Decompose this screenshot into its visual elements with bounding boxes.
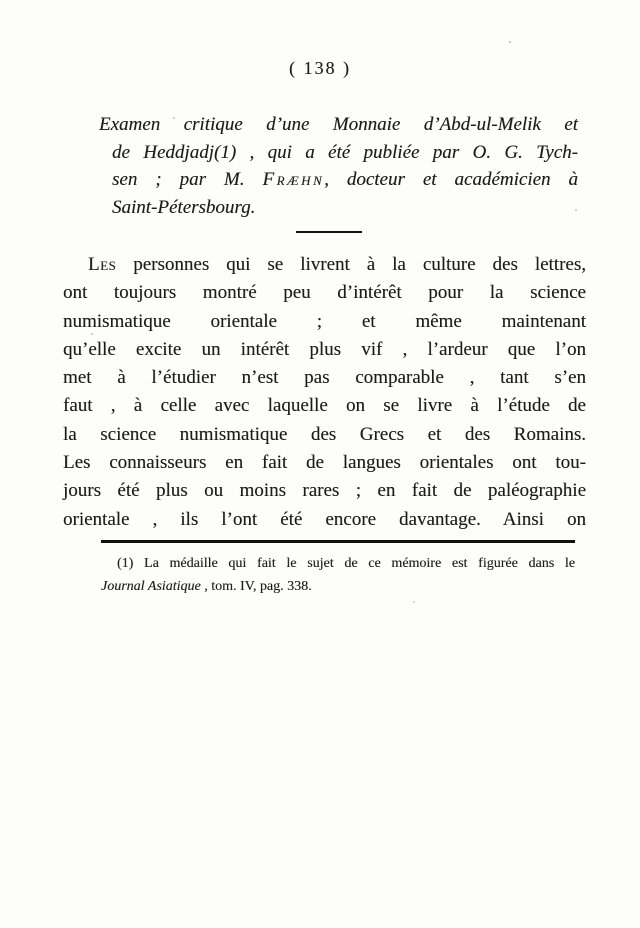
body-line-6: faut , à celle avec laquelle on se livre à l’étude de — [63, 395, 586, 417]
body-line-8: Les connaisseurs en fait de langues orientales ont tou- — [63, 452, 586, 474]
footnote-line-2-rest: , tom. IV, pag. 338. — [200, 579, 312, 594]
title-line-1: Examen critique d’une Monnaie d’Abd-ul-Melik et — [99, 114, 578, 135]
footnote-line-2 — [101, 575, 575, 598]
body-line-10: orientale , ils l’ont été encore davantage. Ainsi on — [63, 508, 586, 530]
body-line-5: met à l’étudier n’est pas comparable , tant s’en — [63, 367, 586, 389]
body-line-1-rest: personnes qui se livrent à la culture des lettres, — [116, 254, 586, 275]
footnote-journal-title: Journal Asiatique — [101, 579, 201, 594]
body-line-1 — [63, 251, 586, 279]
footnote-separator-rule — [101, 540, 575, 543]
footnote-line-1: (1) La médaille qui fait le sujet de ce mémoire est figurée dans le — [117, 556, 575, 571]
title-line-3-pre: sen ; par M. — [112, 169, 263, 191]
scan-dust-speckles — [509, 41, 511, 43]
body-line-4: qu’elle excite un intérêt plus vif , l’ardeur que l’on — [63, 338, 586, 360]
footnote — [101, 552, 575, 598]
title-divider-rule — [296, 231, 362, 233]
title-line-3 — [99, 166, 578, 194]
title-line-3-post: , docteur et académicien à — [324, 169, 578, 191]
body-paragraph — [63, 251, 586, 534]
body-line-9: jours été plus ou moins rares ; en fait de paléographie — [63, 480, 586, 502]
author-name: Fræhn — [262, 169, 325, 191]
paragraph-lead-smallcaps: Les — [88, 254, 117, 275]
title-line-4: Saint-Pétersbourg. — [112, 196, 256, 218]
body-line-7: la science numismatique des Grecs et des Romains. — [63, 423, 586, 445]
body-line-3: numismatique orientale ; et même maintenant — [63, 310, 586, 332]
title-line-2: de Heddjadj(1) , qui a été publiée par O. G. Tych- — [112, 141, 578, 163]
page-number: ( 138 ) — [289, 58, 351, 78]
memoir-title — [99, 111, 578, 221]
body-line-2: ont toujours montré peu d’intérêt pour la science — [63, 282, 586, 304]
